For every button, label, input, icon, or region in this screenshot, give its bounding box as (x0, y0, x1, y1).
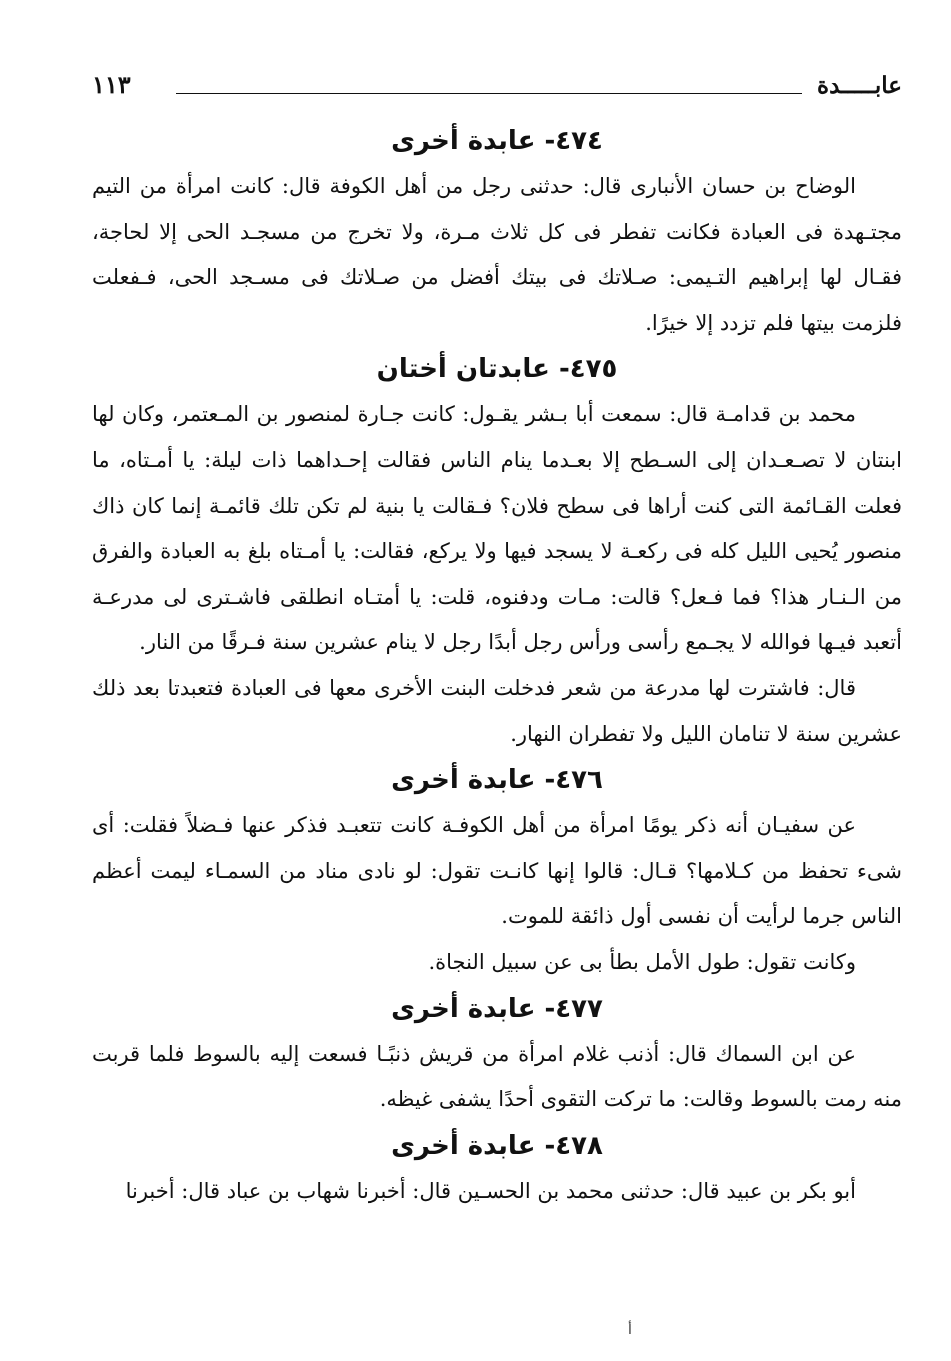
paragraph: عن ابن السماك قال: أذنب غلام امرأة من قريش ذنبًـا فسعت إليه بالسوط فلما قربت منه رمت بالسوط وقالت: ما تركت التقوى أحدًا يشفى غيظه. (92, 1041, 902, 1112)
entry-478 (92, 1123, 902, 1215)
entry-476 (92, 757, 902, 985)
paragraph: عن سفيـان أنه ذكر يومًا امرأة من أهل الكوفـة كانت تتعبـد فذكر عنها فـضلاً فقلت: أى شىء تحفظ من كـلامها؟ قـال: قالوا إنها كانـت تقول: لو نادى مناد من السمـاء ليمت أعظم الناس جرما لرأيت أن نفسى أول ذائقة للموت. (92, 813, 902, 929)
paragraph: قال: فاشترت لها مدرعة من شعر فدخلت البنت الأخرى معها فى العبادة فتعبدتا بعد ذلك عشرين سنة لا تنامان الليل ولا تفطران النهار. (92, 675, 902, 746)
header-rule (176, 93, 802, 94)
running-header (92, 72, 902, 108)
paragraph: الوضاح بن حسان الأنبارى قال: حدثنى رجل من أهل الكوفة قال: كانت امرأة من التيم مجتـهدة فى العبادة فكانت تفطر فى كل ثلاث مـرة، ولا تخرج من مسجـد الحى إلا لحاجة، فقـال لها إبراهيم التـيمى: صـلاتك فى بيتك أفضل من صـلاتك فى مسـجد الحى، فـفعلت فلزمت بيتها فلم تزدد إلا خيرًا. (92, 174, 902, 335)
paragraph: وكانت تقول: طول الأمل بطأ بى عن سبيل النجاة. (428, 949, 856, 974)
entry-heading: ٤٧٥- عابدتان أختان (376, 354, 618, 385)
signature-mark: أ (628, 1322, 632, 1338)
entry-474 (92, 118, 902, 346)
paragraph: محمد بن قدامـة قال: سمعت أبا بـشر يقـول: كانت جـارة لمنصور بن المـعتمر، وكان لها ابنتان لا تصـعـدان إلى السـطح إلا بعـدما ينام الناس فقالت إحـداهما ذات ليلة: يا أمـتاه، ما فعلت القـائمة التى كنت أراها فى سطح فلان؟ فـقالت يا بنية لم تكن تلك قائمـة إنما كان ذاك منصور يُحيى الليل كله فى ركعـة لا يسجد فيها ولا يركع، فقالت: يا أمـتاه بلغ به العبادة والفرق من الـنـار هذا؟ فما فـعل؟ قالت: مـات ودفنوه، قلت: يا أمتـاه انطلقى فاشـترى لى مدرعـة أتعبد فيـها فوالله لا يجـمع رأسى ورأس رجل أبدًا رجل لا ينام عشرين سنة فـرقًا من النار. (92, 402, 902, 655)
page-number: ١١٣ (92, 70, 131, 99)
text-column (92, 118, 902, 1214)
running-title: عابـــــدة (817, 72, 902, 99)
entry-heading: ٤٧٦- عابدة أخرى (391, 765, 603, 796)
entry-heading: ٤٧٧- عابدة أخرى (391, 993, 603, 1024)
entry-heading: ٤٧٨- عابدة أخرى (391, 1130, 603, 1161)
paragraph: أبو بكر بن عبيد قال: حدثنى محمد بن الحسـين قال: أخبرنا شهاب بن عباد قال: أخبرنا (125, 1178, 856, 1203)
entry-475 (92, 346, 902, 757)
entry-heading: ٤٧٤- عابدة أخرى (391, 126, 603, 156)
entry-477 (92, 986, 902, 1123)
